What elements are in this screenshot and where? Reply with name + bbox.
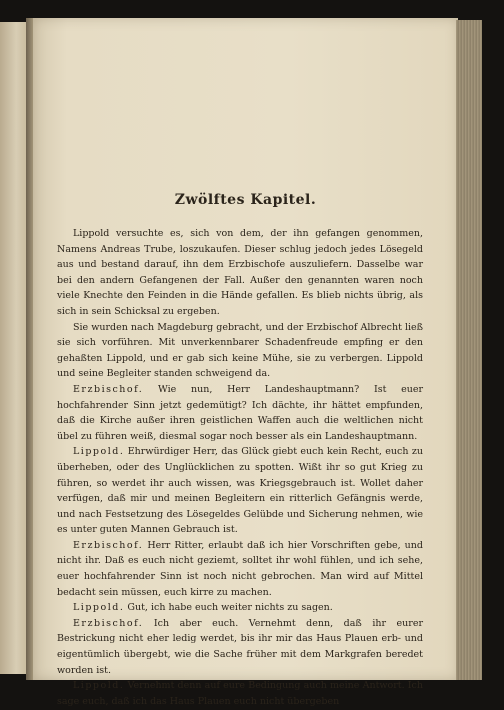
chapter-title: Zwölftes Kapitel. bbox=[174, 192, 317, 208]
book-page bbox=[33, 18, 458, 707]
page-block-edge bbox=[456, 20, 482, 680]
speaker-name: Lippold. bbox=[73, 680, 125, 692]
dialogue-paragraph bbox=[57, 538, 423, 600]
paragraph-text: Wie nun, Herr Landeshauptmann? Ist euer hochfahrender Sinn jetzt gedemütigt? Ich dächte, ihr hättet empfunden, daß die Kirche außer ihren geistlichen Waffen auch die weltlichen nicht übel zu führen weiß, diesmal sogar noch besser als ein Landeshauptmann. bbox=[57, 383, 423, 442]
dialogue-paragraph bbox=[57, 382, 423, 444]
speaker-name: Erzbischof. bbox=[73, 383, 144, 395]
dialogue-paragraph bbox=[57, 678, 423, 709]
paragraph-text: Ehrwürdiger Herr, das Glück giebt euch kein Recht, euch zu überheben, oder des Unglücklichen zu spotten. Wißt ihr so gut Krieg zu führen, so werdet ihr auch wissen, was Kriegsgebrauch ist. Wollet daher verfügen, daß mir und meinen Begleitern ein ritterlich Gefängnis werde, und nach Festsetzung des Lösegeldes Gelübde und Sicherung nehmen, wie es unter guten Mannen Gebrauch ist. bbox=[57, 446, 423, 536]
speaker-name: Erzbischof. bbox=[73, 617, 144, 629]
paragraph-text: Ich aber euch. Vernehmt denn, daß ihr eurer Bestrickung nicht eher ledig werdet, bis ihr mir das Haus Plauen erb- und eigentümlich übergebt, wie die Sache früher mit dem Markgrafen beredet worden ist. bbox=[57, 617, 423, 676]
paragraph-text: Herr Ritter, erlaubt daß ich hier Vorschriften gebe, und nicht ihr. Daß es euch nicht geziemt, solltet ihr wohl fühlen, und ich sehe, euer hochfahrender Sinn ist noch nicht gebrochen. Man wird auf Mittel bedacht sein müssen, euch kirre zu machen. bbox=[57, 539, 423, 598]
dialogue-paragraph bbox=[57, 444, 423, 538]
speaker-name: Lippold. bbox=[73, 446, 125, 458]
paragraph-text: Vernehmt denn auf eure Bedingung auch meine Antwort. Ich sage euch, daß ich das Haus Plauen euch nicht übergeben bbox=[57, 680, 423, 707]
paragraph-text: Sie wurden nach Magdeburg gebracht, und der Erzbischof Albrecht ließ sie sich vorführen. Mit unverkennbarer Schadenfreude empfing er den gehaßten Lippold, und er gab sich keine Mühe, sie zu verbergen. Lippold und seine Begleiter standen schweigend da. bbox=[57, 321, 423, 380]
dialogue-paragraph bbox=[57, 616, 423, 678]
facing-page-edge bbox=[0, 22, 27, 674]
dialogue-paragraph bbox=[57, 600, 423, 616]
speaker-name: Erzbischof. bbox=[73, 539, 144, 551]
body-text bbox=[57, 226, 423, 709]
paragraph bbox=[57, 226, 423, 320]
paragraph-text: Gut, ich habe euch weiter nichts zu sagen. bbox=[127, 602, 333, 614]
speaker-name: Lippold. bbox=[73, 602, 125, 614]
paragraph-text: Lippold versuchte es, sich von dem, der ihn gefangen genommen, Namens Andreas Trube, loszukaufen. Dieser schlug jedoch jedes Lösegeld aus und bestand darauf, ihn dem Erzbischofe auszuliefern. Dasselbe war bei den andern Gefangenen der Fall. Außer den genannten waren noch viele Knechte den Feinden in die Hände gefallen. Es blieb nichts übrig, als sich in sein Schicksal zu ergeben. bbox=[57, 228, 423, 317]
paragraph bbox=[57, 320, 423, 382]
